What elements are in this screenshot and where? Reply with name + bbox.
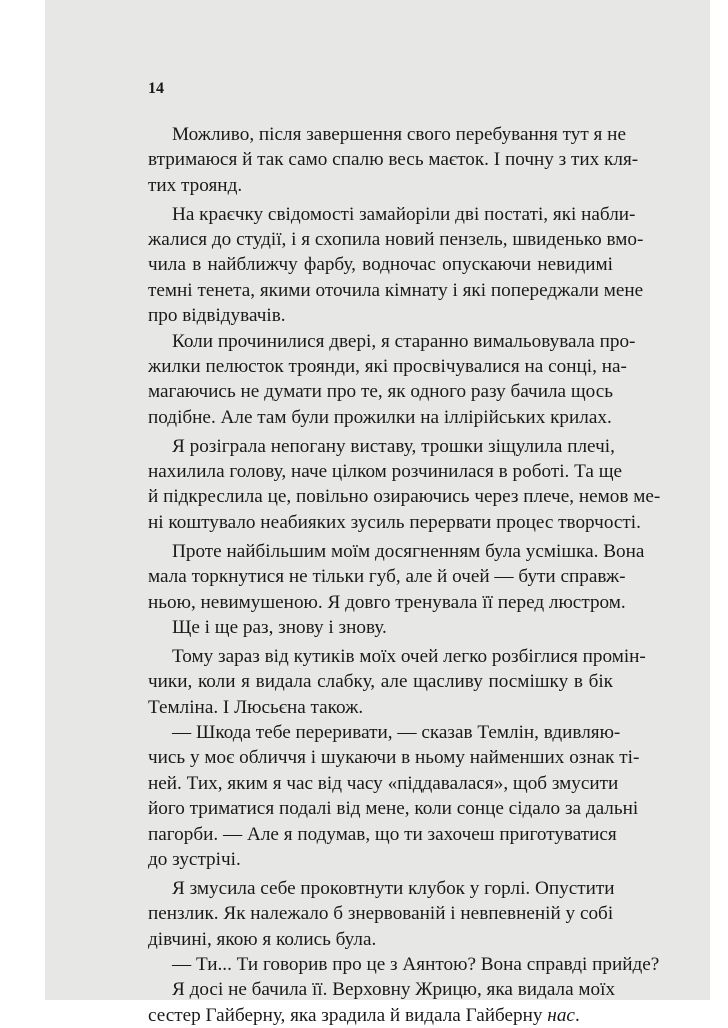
text-line bbox=[148, 405, 613, 430]
text-line-content: дівчині, якою я колись була. bbox=[148, 928, 377, 950]
text-line-content: чики, коли я видала слабку, але щасливу посмішку в бік bbox=[148, 671, 613, 693]
text-line bbox=[148, 644, 646, 669]
text-line-content: нахилила голову, наче цілком розчинилася в роботі. Та ще bbox=[148, 461, 622, 483]
text-line bbox=[148, 952, 660, 977]
text-line-content: — Шкода тебе переривати, — сказав Темлін, вдивляю- bbox=[172, 721, 621, 743]
trailing-punctuation: . bbox=[574, 1004, 580, 1026]
text-line bbox=[148, 202, 636, 227]
text-line bbox=[148, 876, 613, 901]
text-line-content: чись у моє обличчя і шукаючи в ньому найменших ознак ті- bbox=[148, 747, 640, 769]
text-line bbox=[148, 590, 626, 615]
text-line bbox=[148, 459, 622, 484]
text-line bbox=[148, 303, 613, 328]
text-line-content: Коли прочинилися двері, я старанно вимальовувала про- bbox=[172, 330, 636, 352]
text-line-content: пензлик. Як належало б знервованій і невпевненій у собі bbox=[148, 903, 614, 925]
text-line-content: ні коштувало неабияких зусиль перервати процес творчості. bbox=[148, 511, 641, 533]
text-line-content: На краєчку свідомості замайоріли дві постаті, які набли- bbox=[172, 203, 636, 225]
text-line bbox=[148, 1003, 613, 1028]
text-line bbox=[148, 745, 640, 770]
text-line-content: подібне. Але там були прожилки на іллірійських крилах. bbox=[148, 406, 612, 428]
text-line bbox=[148, 173, 613, 198]
text-line bbox=[148, 847, 613, 872]
text-line bbox=[148, 977, 616, 1002]
text-line-content: Ще і ще раз, знову і знову. bbox=[172, 616, 387, 638]
text-line bbox=[148, 122, 626, 147]
text-line bbox=[148, 539, 645, 564]
text-line-content: темні тенета, якими оточила кімнату і які попереджали мене bbox=[148, 279, 644, 301]
text-line bbox=[148, 720, 621, 745]
text-line bbox=[148, 564, 626, 589]
text-line bbox=[148, 615, 613, 640]
text-line bbox=[148, 379, 613, 404]
text-line-content: Тому зараз від кутиків моїх очей легко розбіглися промін- bbox=[172, 645, 646, 667]
text-line-content: його триматися подалі від мене, коли сонце сідало за дальні bbox=[148, 798, 639, 820]
text-line-content: магаючись не думати про те, як одного разу бачила щось bbox=[148, 381, 613, 403]
text-line-content: до зустрічі. bbox=[148, 848, 241, 870]
page-number: 14 bbox=[148, 80, 164, 97]
text-line bbox=[148, 510, 641, 535]
text-line-content: пагорби. — Але я подумав, що ти захочеш приготуватися bbox=[148, 823, 617, 845]
text-line bbox=[148, 147, 639, 172]
text-line bbox=[148, 354, 627, 379]
text-line-content: ней. Тих, яким я час від часу «піддавалася», щоб змусити bbox=[148, 772, 619, 794]
text-line bbox=[148, 796, 639, 821]
text-line bbox=[148, 822, 617, 847]
text-line-content: чила в найближчу фарбу, водночас опускаючи невидимі bbox=[148, 254, 613, 276]
text-line-content: Можливо, після завершення свого перебування тут я не bbox=[172, 124, 626, 145]
text-line bbox=[148, 669, 613, 694]
text-line-content: Проте найбільшим моїм досягненням була усмішка. Вона bbox=[172, 540, 645, 562]
text-line-content: Я досі не бачила її. Верховну Жрицю, яка видала моїх bbox=[172, 979, 616, 1001]
text-line-content: жилки пелюсток троянди, які просвічувалися на сонці, на- bbox=[148, 356, 627, 378]
text-line-content: Темліна. І Люсьєна також. bbox=[148, 696, 364, 718]
text-line-content: мала торкнутися не тільки губ, але й очей — бути справж- bbox=[148, 566, 626, 588]
text-line-content: жалися до студії, і я схопила новий пензель, швиденько вмо- bbox=[148, 229, 644, 251]
text-line-content: Я змусила себе проковтнути клубок у горлі. Опустити bbox=[172, 877, 615, 899]
text-line-content: й підкреслила це, повільно озираючись через плече, немов ме- bbox=[148, 486, 661, 508]
page-body-text bbox=[148, 122, 661, 1028]
text-line-content: сестер Гайберну, яка зрадила й видала Гайберну bbox=[148, 1004, 548, 1026]
text-line bbox=[148, 278, 644, 303]
text-line-content: про відвідувачів. bbox=[148, 305, 286, 327]
text-line bbox=[148, 927, 613, 952]
text-line bbox=[148, 252, 613, 277]
text-line bbox=[148, 227, 644, 252]
italic-emphasis: нас bbox=[547, 1004, 575, 1026]
text-line-content: — Ти... Ти говорив про це з Аянтою? Вона справді прийде? bbox=[172, 954, 660, 975]
text-line bbox=[148, 434, 613, 459]
text-line bbox=[148, 329, 636, 354]
text-line bbox=[148, 771, 619, 796]
text-line-content: втримаюся й так само спалю весь маєток. І почну з тих кля- bbox=[148, 149, 639, 171]
text-line-content: тих троянд. bbox=[148, 174, 243, 196]
text-line bbox=[148, 901, 613, 926]
text-line-content: ньою, невимушеною. Я довго тренувала її перед люстром. bbox=[148, 591, 626, 613]
text-line bbox=[148, 695, 613, 720]
text-line-content: Я розіграла непогану виставу, трошки зіщулила плечі, bbox=[172, 435, 615, 457]
text-line bbox=[148, 484, 661, 509]
